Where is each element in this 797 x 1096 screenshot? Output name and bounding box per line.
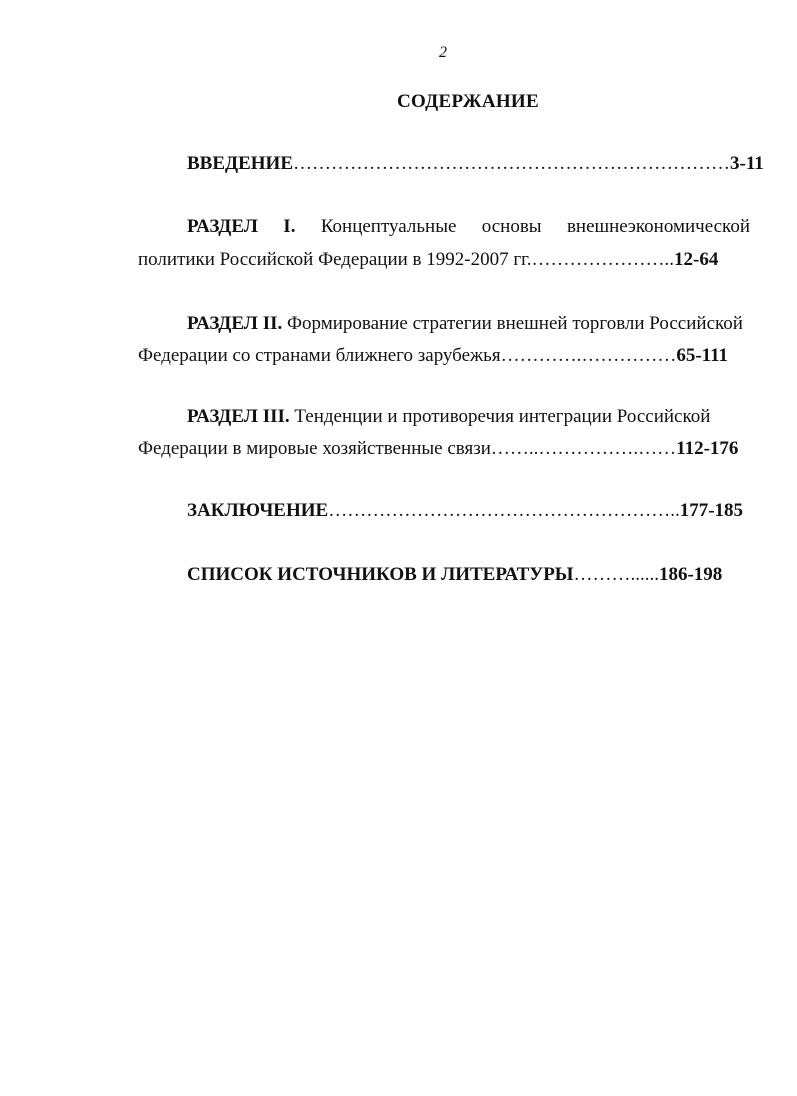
toc-entry-section1-line1[interactable]	[187, 215, 750, 239]
toc-page-range: 65-111	[676, 345, 729, 366]
toc-page-range: 12-64	[674, 249, 719, 270]
toc-entry-heading: СПИСОК ИСТОЧНИКОВ И ЛИТЕРАТУРЫ	[187, 564, 574, 585]
toc-entry-heading: ЗАКЛЮЧЕНИЕ	[187, 500, 329, 521]
toc-entry-heading: РАЗДЕЛ III.	[187, 406, 290, 427]
toc-leader: ………………………………………………..	[328, 500, 680, 521]
toc-entry-section3-line1[interactable]	[187, 405, 710, 429]
toc-entry-text: политики Российской Федерации в 1992-2007 гг.	[138, 249, 532, 270]
toc-entry-sources[interactable]	[187, 563, 722, 587]
toc-entry-word: основы	[481, 216, 542, 237]
toc-entry-heading: РАЗДЕЛ II.	[187, 313, 283, 334]
toc-entry-heading: ВВЕДЕНИЕ	[187, 153, 293, 174]
toc-leader: ………......	[573, 564, 659, 585]
toc-page-range: 112-176	[676, 438, 739, 459]
toc-entry-intro[interactable]	[187, 152, 764, 176]
toc-leader: …………………..	[531, 249, 675, 270]
toc-entry-text: Тенденции и противоречия интеграции Российской	[294, 406, 711, 427]
toc-entry-word: внешнеэкономической	[566, 216, 750, 237]
toc-leader: ………….……………	[500, 345, 677, 366]
toc-entry-heading: РАЗДЕЛ I.	[187, 216, 296, 237]
toc-entry-text: Формирование стратегии внешней торговли Российской	[286, 313, 743, 334]
toc-leader: ……………………………………………………………	[293, 153, 730, 174]
toc-entry-section2-line2[interactable]	[138, 344, 728, 368]
toc-entry-text: Федерации со странами ближнего зарубежья	[138, 345, 501, 366]
toc-entry-section1-line2[interactable]	[138, 248, 718, 272]
toc-page-range: 177-185	[679, 500, 744, 521]
toc-page-range: 3-11	[730, 153, 764, 174]
toc-page-range: 186-198	[658, 564, 723, 585]
toc-entry-section2-line1[interactable]	[187, 312, 743, 336]
toc-title: СОДЕРЖАНИЕ	[397, 91, 539, 112]
toc-leader: ……..…………….……	[490, 438, 677, 459]
toc-entry-conclusion[interactable]	[187, 499, 743, 523]
page-number: 2	[439, 44, 447, 61]
toc-entry-word: Концептуальные	[320, 216, 457, 237]
toc-entry-text: Федерации в мировые хозяйственные связи	[138, 438, 491, 459]
toc-entry-section3-line2[interactable]	[138, 437, 738, 461]
